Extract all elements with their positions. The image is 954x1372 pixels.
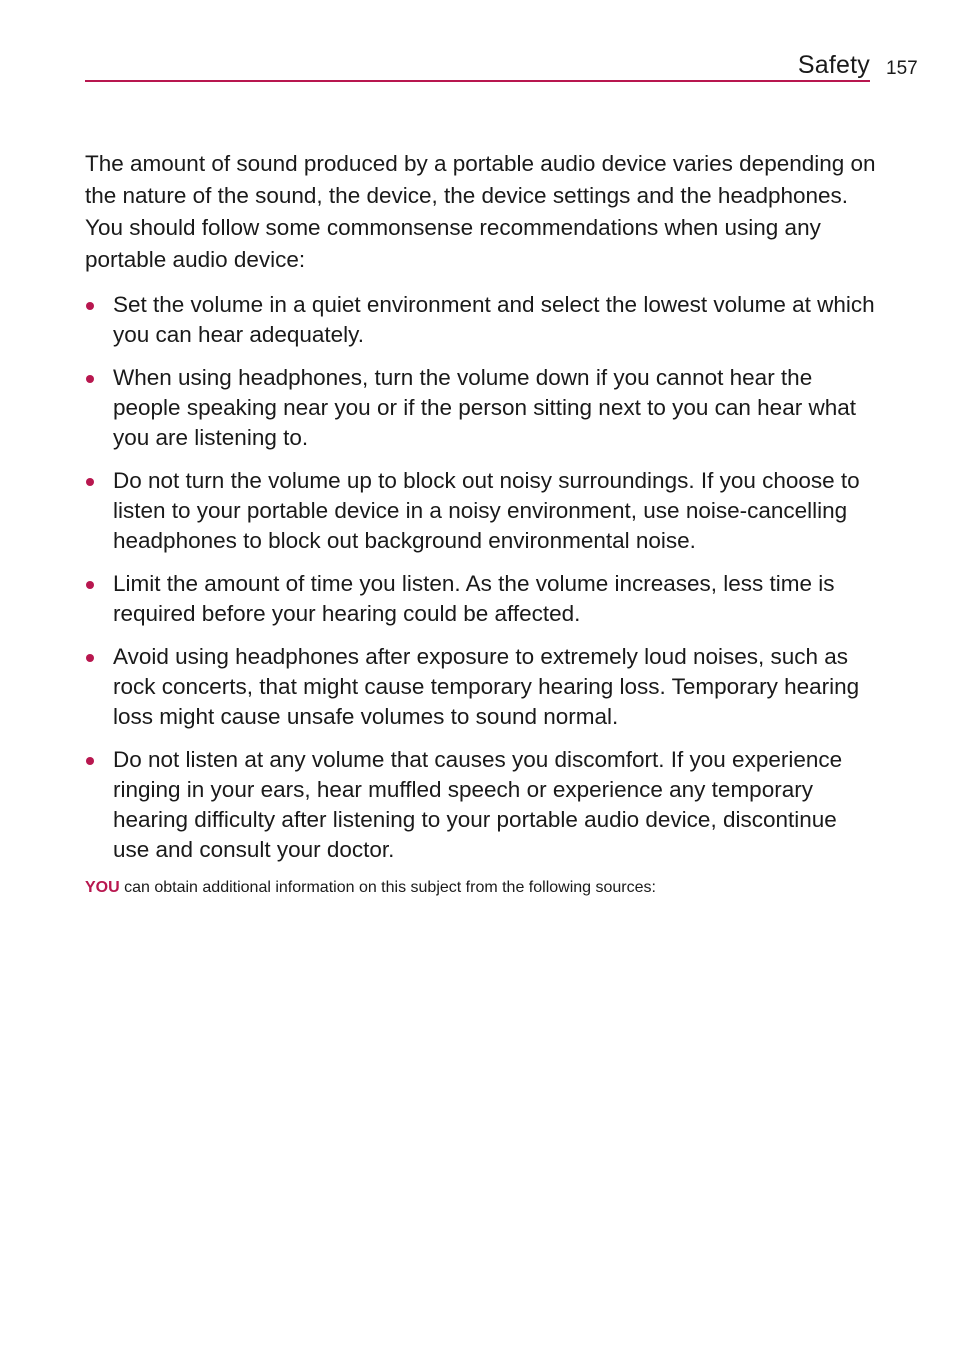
bullet-icon bbox=[86, 302, 94, 310]
list-item-text: Avoid using headphones after exposure to extremely loud noises, such as rock concerts, that might cause temporary hearing loss. Temporary hearing loss might cause unsafe volumes to sound normal. bbox=[113, 644, 860, 729]
header-divider bbox=[85, 80, 870, 82]
list-item-text: Do not listen at any volume that causes you discomfort. If you experience ringing in your ears, hear muffled speech or experience any temporary hearing difficulty after listening to your portable audio device, discontinue use and consult your doctor. bbox=[113, 747, 843, 862]
bullet-icon bbox=[86, 375, 94, 383]
bullet-icon bbox=[86, 581, 94, 589]
list-item bbox=[85, 466, 877, 556]
list-item-text: Do not turn the volume up to block out noisy surroundings. If you choose to listen to your portable device in a noisy environment, use noise-cancelling headphones to block out background environmental noise. bbox=[113, 468, 860, 553]
list-item bbox=[85, 569, 877, 629]
bullet-icon bbox=[86, 478, 94, 486]
intro-paragraph: The amount of sound produced by a portable audio device varies depending on the nature of the sound, the device, the device settings and the headphones. You should follow some commonsense recommendations when using any portable audio device: bbox=[85, 151, 876, 272]
list-item bbox=[85, 642, 877, 732]
list-item bbox=[85, 745, 877, 865]
list-item-text: When using headphones, turn the volume down if you cannot hear the people speaking near you or if the person sitting next to you can hear what you are listening to. bbox=[113, 365, 856, 450]
sources-note bbox=[85, 878, 877, 898]
list-item-text: Limit the amount of time you listen. As the volume increases, less time is required before your hearing could be affected. bbox=[113, 571, 835, 626]
list-item bbox=[85, 290, 877, 350]
recommendation-list bbox=[85, 290, 877, 865]
page-content bbox=[85, 148, 877, 898]
list-item-text: Set the volume in a quiet environment and select the lowest volume at which you can hear adequately. bbox=[113, 292, 875, 347]
page-header bbox=[85, 50, 870, 82]
section-title: Safety bbox=[797, 51, 870, 79]
list-item bbox=[85, 363, 877, 453]
bullet-icon bbox=[86, 654, 94, 662]
bullet-icon bbox=[86, 757, 94, 765]
page-number: 157 bbox=[886, 58, 918, 79]
sources-note-lead: YOU bbox=[85, 879, 120, 896]
sources-note-text: can obtain additional information on this subject from the following sources: bbox=[119, 879, 656, 896]
